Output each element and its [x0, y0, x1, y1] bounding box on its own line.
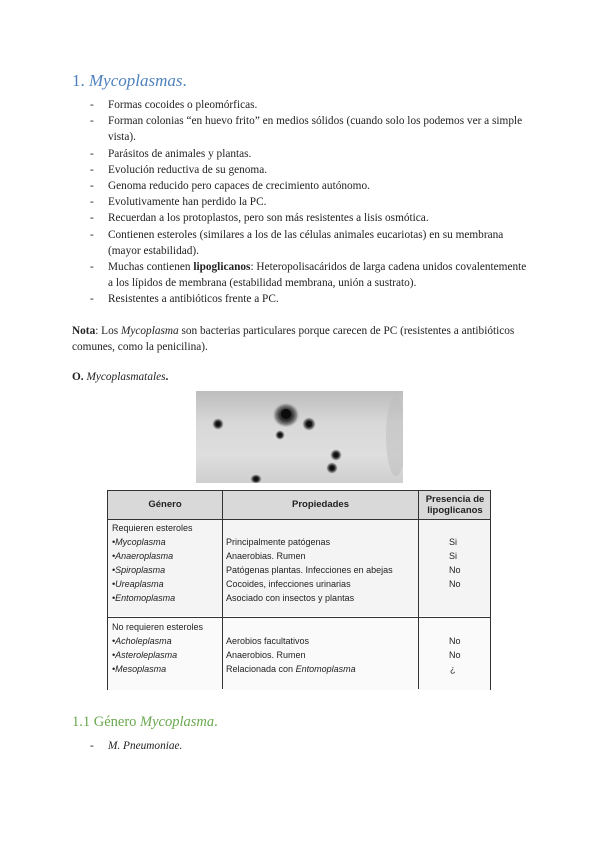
- list-item: - Evolución reductiva de su genoma.: [72, 162, 532, 178]
- lipo-cell: Si: [449, 551, 458, 561]
- list-item: - Contienen esteroles (similares a los de las células animales eucariotas) en su membrana (mayor estabilidad).: [72, 227, 532, 259]
- section-heading: 1. Mycoplasmas.: [72, 71, 187, 90]
- order-heading: O. Mycoplasmatales.: [72, 371, 169, 383]
- lipo-cell: ¿: [450, 664, 456, 674]
- colonies-image: [196, 391, 403, 483]
- property-cell: Anaerobios. Rumen: [226, 650, 306, 660]
- genus-cell: •Acholeplasma: [112, 636, 172, 646]
- genus-cell: •Mesoplasma: [112, 664, 167, 674]
- genus-cell: •Asteroleplasma: [112, 650, 178, 660]
- lipo-cell: No: [449, 579, 461, 589]
- group-separator: [108, 617, 490, 618]
- property-cell: Asociado con insectos y plantas: [226, 593, 355, 603]
- property-cell: Anaerobias. Rumen: [226, 551, 306, 561]
- lipoglicanos-term: lipoglicanos: [193, 261, 251, 274]
- list-item: - Resistentes a antibióticos frente a PC.: [72, 291, 532, 307]
- list-item: - Genoma reducido pero capaces de crecimiento autónomo.: [72, 178, 532, 194]
- property-cell: Principalmente patógenas: [226, 537, 331, 547]
- list-item: - Forman colonias “en huevo frito” en medios sólidos (cuando solo los podemos ver a simple vista).: [72, 113, 532, 145]
- header-propiedades: Propiedades: [291, 499, 350, 510]
- lipo-cell: Si: [449, 537, 458, 547]
- genus-cell: •Ureaplasma: [112, 579, 164, 589]
- genus-cell: •Mycoplasma: [112, 537, 166, 547]
- property-cell: Patógenas plantas. Infecciones en abejas: [226, 565, 393, 575]
- genus-cell: •Spiroplasma: [112, 565, 166, 575]
- genus-cell: •Anaeroplasma: [112, 551, 174, 561]
- note-paragraph: Nota: Los Mycoplasma son bacterias particulares porque carecen de PC (resistentes a antibióticos comunes, como la penicilina).: [72, 325, 515, 354]
- list-item: - Formas cocoides o pleomórficas.: [72, 97, 532, 113]
- list-item: - Muchas contienen lipoglicanos: Heteropolisacáridos de larga cadena unidos covalentemente a los lípidos de membrana (estabilidad membrana, unión a sustrato).: [72, 259, 532, 291]
- property-cell: Relacionada con Entomoplasma: [226, 664, 356, 674]
- genus-cell: •Entomoplasma: [112, 593, 176, 603]
- properties-list: [72, 97, 532, 308]
- header-genero: Género: [148, 499, 182, 510]
- property-cell: Cocoides, infecciones urinarias: [226, 579, 351, 589]
- species-item: - M. Pneumoniae.: [90, 740, 183, 752]
- group-label: Requieren esteroles: [112, 523, 193, 533]
- list-item: - Evolutivamente han perdido la PC.: [72, 194, 532, 210]
- group-label: No requieren esteroles: [112, 622, 204, 632]
- lipo-cell: No: [449, 636, 461, 646]
- list-item: - Recuerdan a los protoplastos, pero son más resistentes a lisis osmótica.: [72, 210, 532, 226]
- list-item: - Parásitos de animales y plantas.: [72, 146, 532, 162]
- subsection-heading: 1.1 Género Mycoplasma.: [72, 714, 218, 730]
- lipo-cell: No: [449, 650, 461, 660]
- genera-table: [107, 490, 491, 690]
- lipo-cell: No: [449, 565, 461, 575]
- property-cell: Aerobios facultativos: [226, 636, 310, 646]
- header-presencia: Presencia de lipoglicanos: [425, 494, 485, 516]
- colonies-photo: [196, 391, 403, 483]
